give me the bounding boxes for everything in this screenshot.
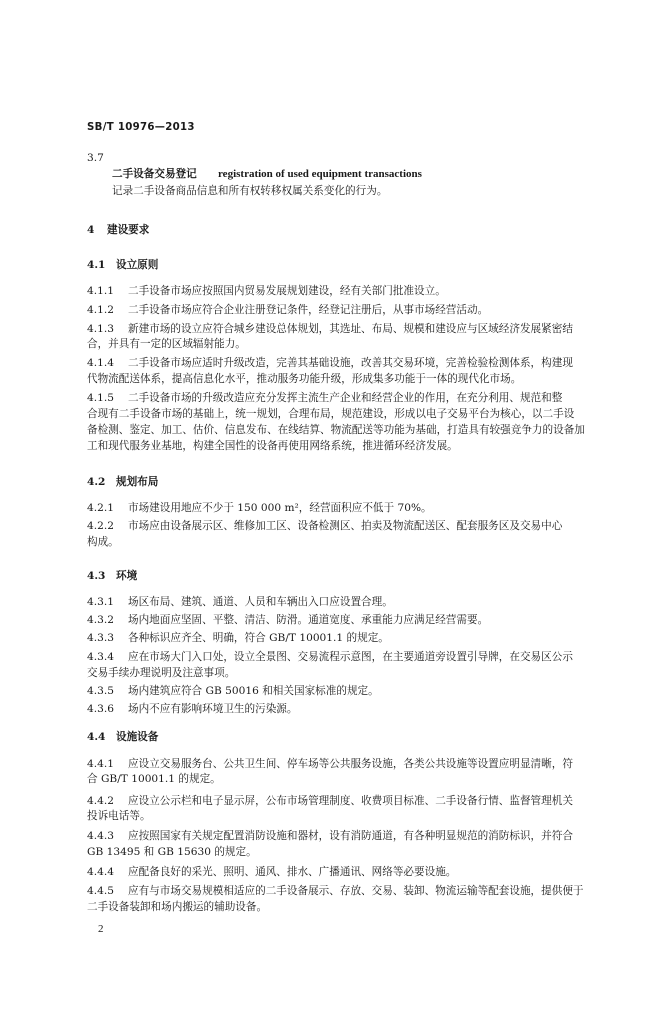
subsection-title: 环境 (116, 570, 138, 582)
clause-number: 4.3.4 (87, 651, 114, 663)
clause-number: 4.4.2 (87, 795, 114, 807)
clause-text-continued: 投诉电话等。 (87, 810, 151, 822)
subsection-number: 4.2 (87, 476, 106, 488)
clause-text-continued: 代物流配送体系，提高信息化水平，推动服务功能升级，形成集多功能于一体的现代化市场。 (87, 373, 522, 385)
subsection-title: 设立原则 (116, 259, 159, 271)
clause-text: 应有与市场交易规模相适应的二手设备展示、存放、交易、装卸、物流运输等配套设施，提供便于 (128, 885, 584, 897)
clause-number: 4.4.4 (87, 866, 114, 878)
subsection-title: 设施设备 (116, 731, 159, 743)
clause-number: 4.4.3 (87, 830, 114, 842)
clause-text: 场内建筑应符合 GB 50016 和相关国家标准的规定。 (128, 685, 379, 697)
clause-text: 应在市场大门入口处，设立全景图、交易流程示意图，在主要通道旁设置引导牌，在交易区公示 (128, 651, 573, 663)
subsection-number: 4.4 (87, 731, 106, 743)
subsection-title: 规划布局 (116, 476, 159, 488)
clause-number: 4.1.3 (87, 323, 114, 335)
clause-text: 应设立公示栏和电子显示屏，公布市场管理制度、收费项目标准、二手设备行情、监督管理机关 (128, 795, 573, 807)
subsection-number: 4.3 (87, 570, 106, 582)
clause-text: 二手设备市场应按照国内贸易发展规划建设，经有关部门批准设立。 (128, 285, 446, 297)
clause-text: 应配备良好的采光、照明、通风、排水、广播通讯、网络等必要设施。 (128, 866, 457, 878)
clause-number: 4.3.5 (87, 685, 114, 697)
clause-text: 二手设备市场应适时升级改造，完善其基础设施，改善其交易环境，完善检验检测体系，构建现 (128, 357, 573, 369)
clause-text-continued: 工和现代服务业基地，构建全国性的设备再使用网络系统，推进循环经济发展。 (87, 440, 458, 452)
term-chinese: 二手设备交易登记 (112, 168, 197, 180)
clause-number: 4.1.4 (87, 357, 114, 369)
clause-text-continued: 交易手续办理说明及注意事项。 (87, 667, 236, 679)
subsection-number: 4.1 (87, 259, 106, 271)
clause-text: 市场建设用地应不少于 150 000 m²，经营面积应不低于 70%。 (128, 502, 432, 514)
section-number: 3.7 (87, 152, 104, 164)
document-id: SB/T 10976—2013 (87, 122, 195, 133)
clause-text: 各种标识应齐全、明确，符合 GB/T 10001.1 的规定。 (128, 632, 389, 644)
clause-number: 4.3.3 (87, 632, 114, 644)
clause-text-continued: 合 GB/T 10001.1 的规定。 (87, 773, 221, 785)
chapter-number: 4 (87, 224, 95, 236)
clause-text-continued: GB 13495 和 GB 15630 的规定。 (87, 846, 257, 858)
clause-text: 二手设备市场的升级改造应充分发挥主流生产企业和经营企业的作用，在充分利用、规范和整 (128, 392, 563, 404)
clause-number: 4.2.1 (87, 502, 114, 514)
clause-text: 市场应由设备展示区、维修加工区、设备检测区、拍卖及物流配送区、配套服务区及交易中心 (128, 520, 563, 532)
clause-text: 场内不应有影响环境卫生的污染源。 (128, 703, 298, 715)
clause-number: 4.1.1 (87, 285, 114, 297)
clause-text-continued: 备检测、鉴定、加工、估价、信息发布、在线结算、物流配送等功能为基础，打造具有较强竞争力的设备加 (87, 424, 585, 436)
clause-text: 场区布局、建筑、通道、人员和车辆出入口应设置合理。 (128, 596, 393, 608)
term-english: registration of used equipment transactions (218, 168, 422, 180)
clause-text: 应设立交易服务台、公共卫生间、停车场等公共服务设施，各类公共设施等设置应明显清晰，符 (128, 758, 573, 770)
clause-text-continued: 构成。 (87, 536, 119, 548)
clause-number: 4.3.1 (87, 596, 114, 608)
clause-text: 场内地面应坚固、平整、清洁、防滑。通道宽度、承重能力应满足经营需要。 (128, 614, 489, 626)
clause-text-continued: 合，并具有一定的区域辐射能力。 (87, 338, 246, 350)
clause-text: 新建市场的设立应符合城乡建设总体规划，其选址、布局、规模和建设应与区域经济发展紧密结 (128, 323, 573, 335)
clause-number: 4.3.6 (87, 703, 114, 715)
clause-text-continued: 合现有二手设备市场的基础上，统一规划，合理布局，规范建设，形成以电子交易平台为核心，以二手设 (87, 408, 575, 420)
clause-number: 4.4.5 (87, 885, 114, 897)
clause-text: 应按照国家有关规定配置消防设施和器材，设有消防通道，有各种明显规范的消防标识，并符合 (128, 830, 573, 842)
clause-number: 4.3.2 (87, 614, 114, 626)
clause-text-continued: 二手设备装卸和场内搬运的辅助设备。 (87, 901, 268, 913)
clause-number: 4.1.2 (87, 304, 114, 316)
chapter-title: 建设要求 (107, 224, 150, 236)
clause-number: 4.2.2 (87, 520, 114, 532)
clause-number: 4.1.5 (87, 392, 114, 404)
clause-number: 4.4.1 (87, 758, 114, 770)
clause-text: 二手设备市场应符合企业注册登记条件，经登记注册后，从事市场经营活动。 (128, 304, 489, 316)
page-number: 2 (98, 923, 104, 935)
term-definition: 记录二手设备商品信息和所有权转移权属关系变化的行为。 (112, 185, 388, 197)
